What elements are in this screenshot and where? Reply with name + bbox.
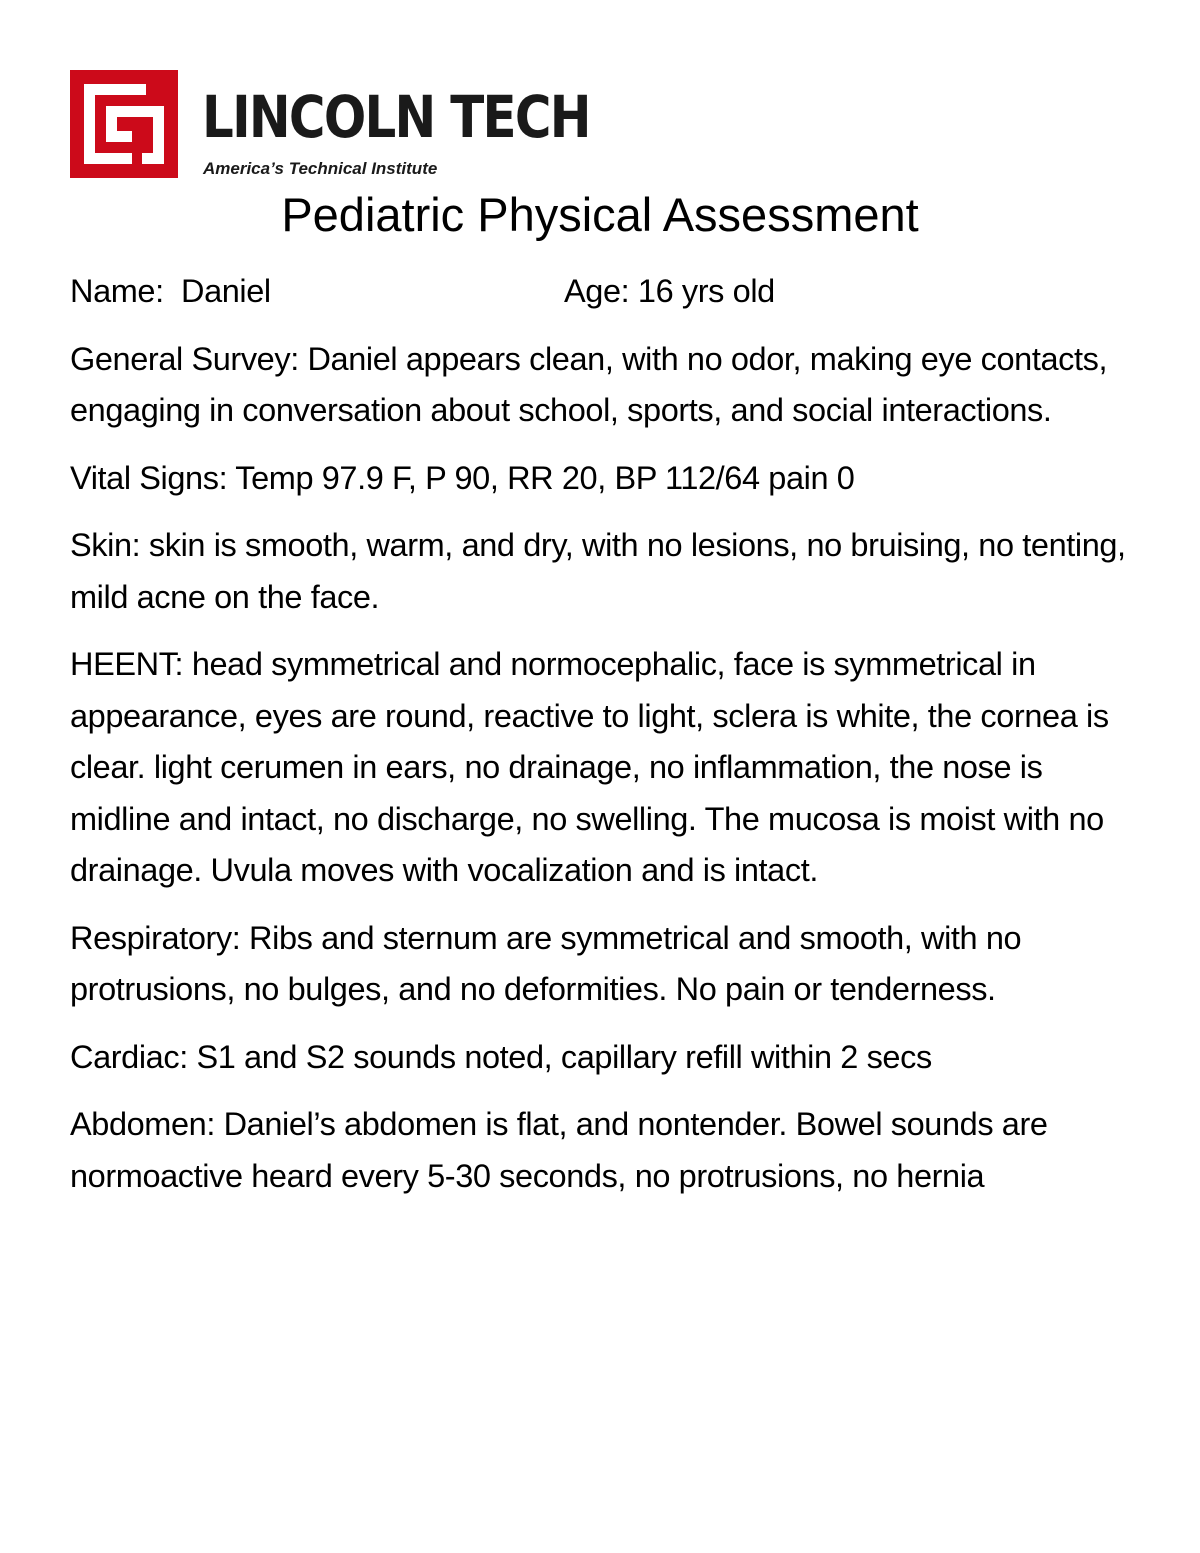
- section-text: Temp 97.9 F, P 90, RR 20, BP 112/64 pain 0: [235, 459, 855, 496]
- name-label: Name:: [70, 273, 164, 309]
- section-text: Ribs and sternum are symmetrical and smooth, with no protrusions, no bulges, and no deformities. No pain or tenderness.: [70, 919, 1022, 1007]
- lincoln-tech-logo: [70, 70, 590, 182]
- section-label: Skin:: [70, 527, 141, 563]
- section-text: skin is smooth, warm, and dry, with no lesions, no bruising, no tenting, mild acne on the face.: [70, 527, 1126, 615]
- section-skin: [70, 520, 1130, 623]
- section-label: Cardiac:: [70, 1038, 188, 1075]
- lincoln-tech-square-logo-icon: [70, 70, 178, 178]
- section-label: General Survey:: [70, 340, 299, 377]
- section-abdomen: [70, 1099, 1130, 1202]
- section-text: S1 and S2 sounds noted, capillary refill within 2 secs: [196, 1038, 932, 1075]
- name-value: Daniel: [181, 273, 271, 309]
- section-text: Daniel appears clean, with no odor, making eye contacts, engaging in conversation about school, sports, and social interactions.: [70, 340, 1108, 428]
- section-general-survey: [70, 334, 1130, 437]
- section-label: HEENT:: [70, 646, 184, 682]
- section-heent: [70, 639, 1130, 897]
- section-label: Respiratory:: [70, 919, 241, 956]
- logo-wordmark: LINCOLN TECH: [202, 83, 590, 151]
- assessment-body: [70, 266, 1130, 1218]
- document-title: Pediatric Physical Assessment: [281, 188, 919, 241]
- logo-tagline: America’s Technical Institute: [203, 159, 438, 178]
- section-label: Vital Signs:: [70, 459, 228, 496]
- age-label: Age:: [564, 273, 630, 309]
- section-text: Daniel’s abdomen is flat, and nontender. Bowel sounds are normoactive heard every 5-30 seconds, no protrusions, no hernia: [70, 1106, 1048, 1194]
- name-field: [70, 273, 271, 309]
- section-label: Abdomen:: [70, 1106, 215, 1142]
- section-text: head symmetrical and normocephalic, face is symmetrical in appearance, eyes are round, reactive to light, sclera is white, the cornea is clear. light cerumen in ears, no drainage, no inflammation, the nose is midline and intact, no discharge, no swelling. The mucosa is moist with no drainage. Uvula moves with vocalization and is intact.: [70, 646, 1109, 888]
- patient-info-row: [70, 266, 1130, 318]
- section-respiratory: [70, 913, 1130, 1016]
- age-field: [564, 266, 775, 318]
- section-vital-signs: [70, 453, 1130, 505]
- section-cardiac: [70, 1032, 1130, 1084]
- age-value: 16 yrs old: [637, 273, 775, 309]
